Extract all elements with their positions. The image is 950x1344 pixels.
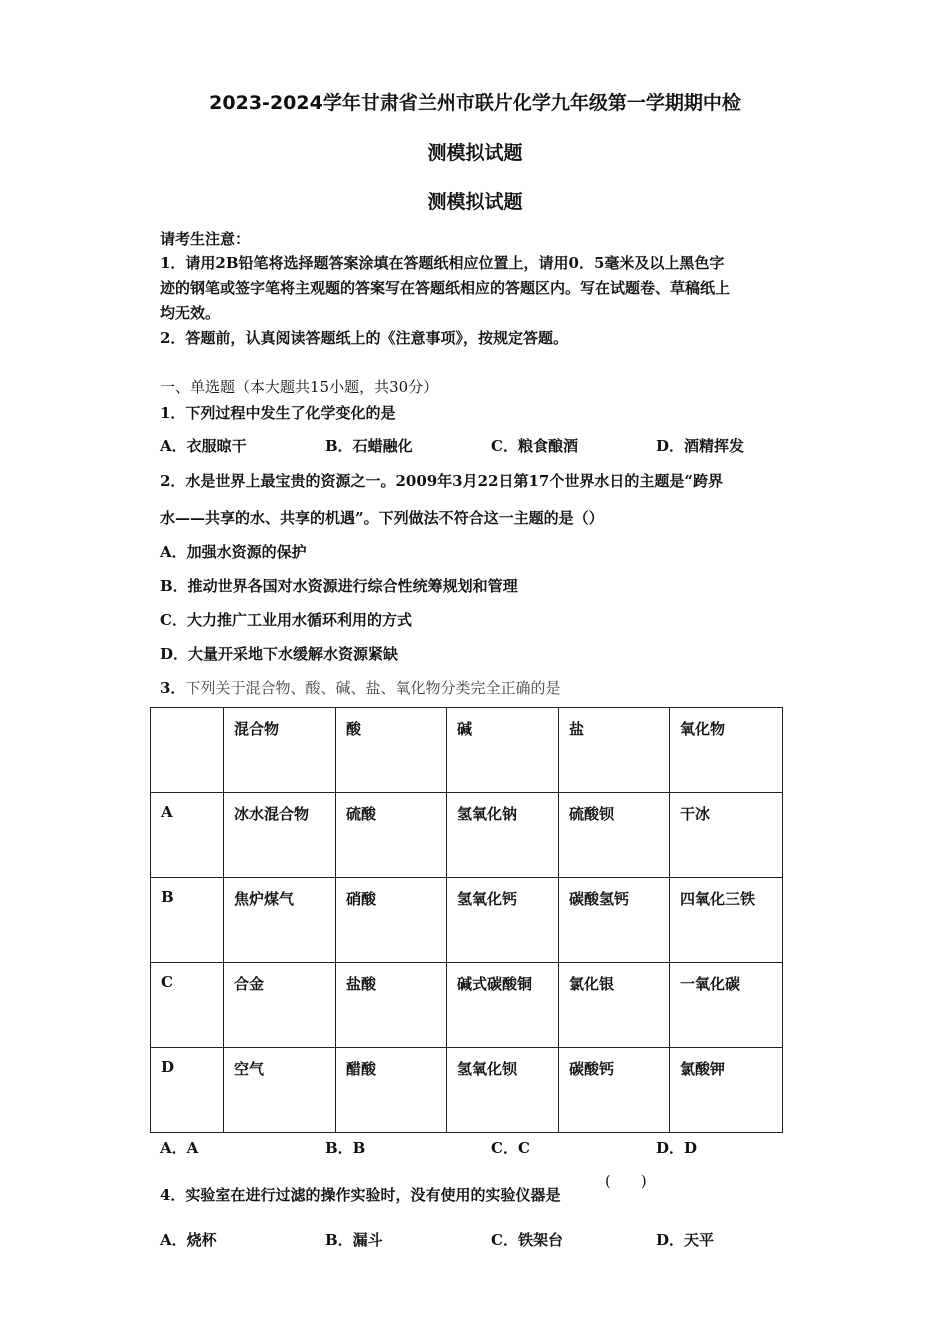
table-cell: B (151, 878, 224, 963)
question-3-text: 下列关于混合物、酸、碱、盐、氧化物分类完全正确的是 (185, 679, 561, 697)
table-cell: 氢氧化钙 (447, 878, 559, 963)
question-3-option-d[interactable]: D．D (656, 1139, 698, 1157)
question-4-option-d[interactable]: D．天平 (656, 1231, 715, 1249)
table-header-cell: 混合物 (224, 708, 336, 793)
question-2-stem-line-2: 水——共享的水、共享的机遇”。下列做法不符合这一主题的是（） (160, 509, 604, 527)
table-cell: 干冰 (670, 793, 783, 878)
table-cell: 醋酸 (336, 1048, 447, 1133)
notice-item-1-line-1: 1．请用2B铅笔将选择题答案涂填在答题纸相应位置上，请用0．5毫米及以上黑色字 (160, 254, 725, 272)
table-cell: 四氧化三铁 (670, 878, 783, 963)
notice-item-2: 2．答题前，认真阅读答题纸上的《注意事项》，按规定答题。 (160, 329, 568, 347)
page-subtitle: 测模拟试题 (427, 191, 523, 213)
table-cell: 氢氧化钠 (447, 793, 559, 878)
table-cell: 碱式碳酸铜 (447, 963, 559, 1048)
classification-table (150, 707, 783, 1133)
question-1-stem: 1．下列过程中发生了化学变化的是 (160, 404, 396, 422)
notice-item-1-line-2: 迹的钢笔或签字笔将主观题的答案写在答题纸相应的答题区内。写在试题卷、草稿纸上 (160, 279, 731, 297)
question-2-option-a[interactable]: A．加强水资源的保护 (160, 543, 307, 561)
table-cell: 焦炉煤气 (224, 878, 336, 963)
table-header-row (151, 708, 783, 793)
page-title: 2023-2024学年甘肃省兰州市联片化学九年级第一学期期中检 (209, 92, 741, 114)
question-3-option-a[interactable]: A．A (160, 1139, 199, 1157)
table-cell: 氢氧化钡 (447, 1048, 559, 1133)
question-2-option-d[interactable]: D．大量开采地下水缓解水资源紧缺 (160, 645, 399, 663)
question-4-option-c[interactable]: C．铁架台 (491, 1231, 563, 1249)
table-cell: 氯化银 (559, 963, 670, 1048)
table-header-cell: 碱 (447, 708, 559, 793)
table-cell: D (151, 1048, 224, 1133)
table-cell: 盐酸 (336, 963, 447, 1048)
notice-item-1-line-3: 均无效。 (160, 304, 221, 322)
question-3-number: 3． (160, 679, 186, 697)
question-2-stem-line-1: 2．水是世界上最宝贵的资源之一。2009年3月22日第17个世界水日的主题是“跨界 (160, 472, 724, 490)
table-cell: 一氧化碳 (670, 963, 783, 1048)
table-cell: 空气 (224, 1048, 336, 1133)
table-cell: A (151, 793, 224, 878)
table-row (151, 1048, 783, 1133)
table-header-cell: 酸 (336, 708, 447, 793)
notice-heading: 请考生注意： (160, 230, 251, 248)
question-1-option-c[interactable]: C．粮食酿酒 (491, 437, 578, 455)
table-cell: 硫酸钡 (559, 793, 670, 878)
table-row (151, 793, 783, 878)
question-4-answer-paren: ( ) (605, 1172, 647, 1190)
page-title-line2: 测模拟试题 (427, 142, 523, 164)
question-1-option-a[interactable]: A．衣服晾干 (160, 437, 247, 455)
table-row (151, 878, 783, 963)
table-header-cell (151, 708, 224, 793)
section-heading: 一、单选题（本大题共15小题，共30分） (160, 378, 439, 396)
question-4-option-b[interactable]: B．漏斗 (325, 1231, 383, 1249)
table-cell: 硫酸 (336, 793, 447, 878)
question-1-option-d[interactable]: D．酒精挥发 (656, 437, 745, 455)
question-4-option-a[interactable]: A．烧杯 (160, 1231, 217, 1249)
table-cell: 氯酸钾 (670, 1048, 783, 1133)
table-cell: 冰水混合物 (224, 793, 336, 878)
table-header-cell: 氧化物 (670, 708, 783, 793)
table-row (151, 963, 783, 1048)
question-2-option-b[interactable]: B．推动世界各国对水资源进行综合性统筹规划和管理 (160, 577, 518, 595)
table-cell: 合金 (224, 963, 336, 1048)
question-3-option-c[interactable]: C．C (491, 1139, 530, 1157)
table-cell: 碳酸钙 (559, 1048, 670, 1133)
table-header-cell: 盐 (559, 708, 670, 793)
question-4-stem: 4．实验室在进行过滤的操作实验时，没有使用的实验仪器是 (160, 1186, 561, 1204)
question-3-option-b[interactable]: B．B (325, 1139, 366, 1157)
table-cell: 硝酸 (336, 878, 447, 963)
question-2-option-c[interactable]: C．大力推广工业用水循环利用的方式 (160, 611, 412, 629)
table-cell: C (151, 963, 224, 1048)
table-cell: 碳酸氢钙 (559, 878, 670, 963)
question-1-option-b[interactable]: B．石蜡融化 (325, 437, 413, 455)
question-3-stem (160, 677, 560, 698)
